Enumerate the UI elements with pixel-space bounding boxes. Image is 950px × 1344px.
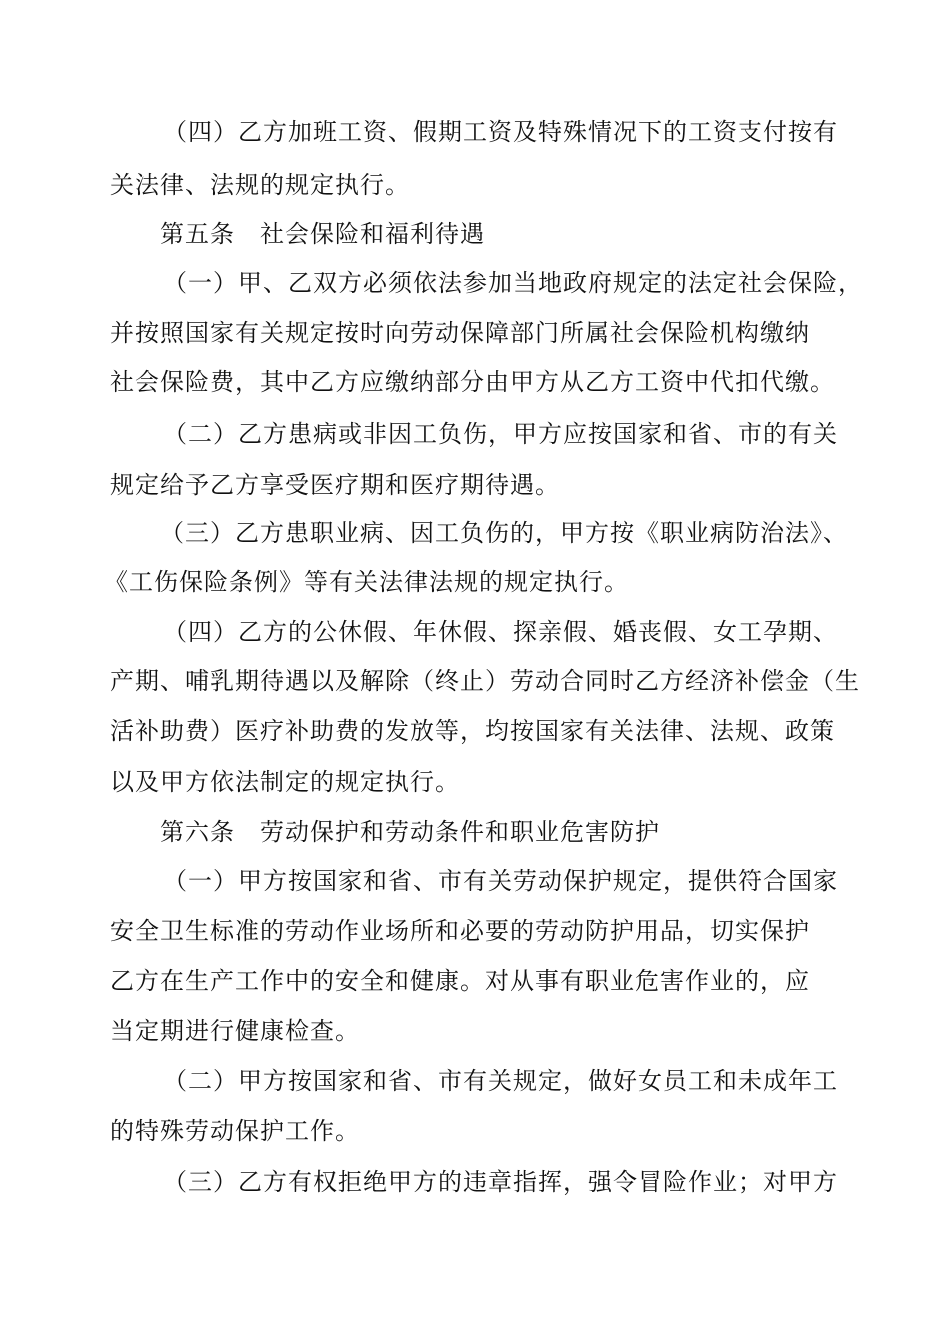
text-line: 社会保险费，其中乙方应缴纳部分由甲方从乙方工资中代扣代缴。 <box>110 368 835 396</box>
text-line: （一）甲方按国家和省、市有关劳动保护规定，提供符合国家 <box>163 867 838 895</box>
text-line: （一）甲、乙双方必须依法参加当地政府规定的法定社会保险， <box>163 269 863 297</box>
text-line: 的特殊劳动保护工作。 <box>110 1117 360 1145</box>
text-line: 当定期进行健康检查。 <box>110 1017 360 1045</box>
text-line: 以及甲方依法制定的规定执行。 <box>110 768 460 796</box>
text-line: 规定给予乙方享受医疗期和医疗期待遇。 <box>110 471 560 499</box>
section-heading: 第六条 劳动保护和劳动条件和职业危害防护 <box>160 818 660 846</box>
text-line: 并按照国家有关规定按时向劳动保障部门所属社会保险机构缴纳 <box>110 319 810 347</box>
text-line: （四）乙方加班工资、假期工资及特殊情况下的工资支付按有 <box>163 118 838 146</box>
text-line: （二）乙方患病或非因工负伤，甲方应按国家和省、市的有关 <box>163 420 838 448</box>
text-line: 活补助费）医疗补助费的发放等，均按国家有关法律、法规、政策 <box>110 717 835 745</box>
text-line: （四）乙方的公休假、年休假、探亲假、婚丧假、女工孕期、 <box>163 618 838 646</box>
text-line: （三）乙方有权拒绝甲方的违章指挥，强令冒险作业；对甲方 <box>163 1168 838 1196</box>
text-line: 产期、哺乳期待遇以及解除（终止）劳动合同时乙方经济补偿金（生 <box>110 667 860 695</box>
text-line: 乙方在生产工作中的安全和健康。对从事有职业危害作业的，应 <box>110 967 810 995</box>
text-line: （二）甲方按国家和省、市有关规定，做好女员工和未成年工 <box>163 1067 838 1095</box>
section-heading: 第五条 社会保险和福利待遇 <box>160 220 485 248</box>
text-line: 关法律、法规的规定执行。 <box>110 171 410 199</box>
text-line: 《工伤保险条例》等有关法律法规的规定执行。 <box>104 568 629 596</box>
text-line: 安全卫生标准的劳动作业场所和必要的劳动防护用品，切实保护 <box>110 917 810 945</box>
text-line: （三）乙方患职业病、因工负伤的，甲方按《职业病防治法》、 <box>160 519 848 547</box>
